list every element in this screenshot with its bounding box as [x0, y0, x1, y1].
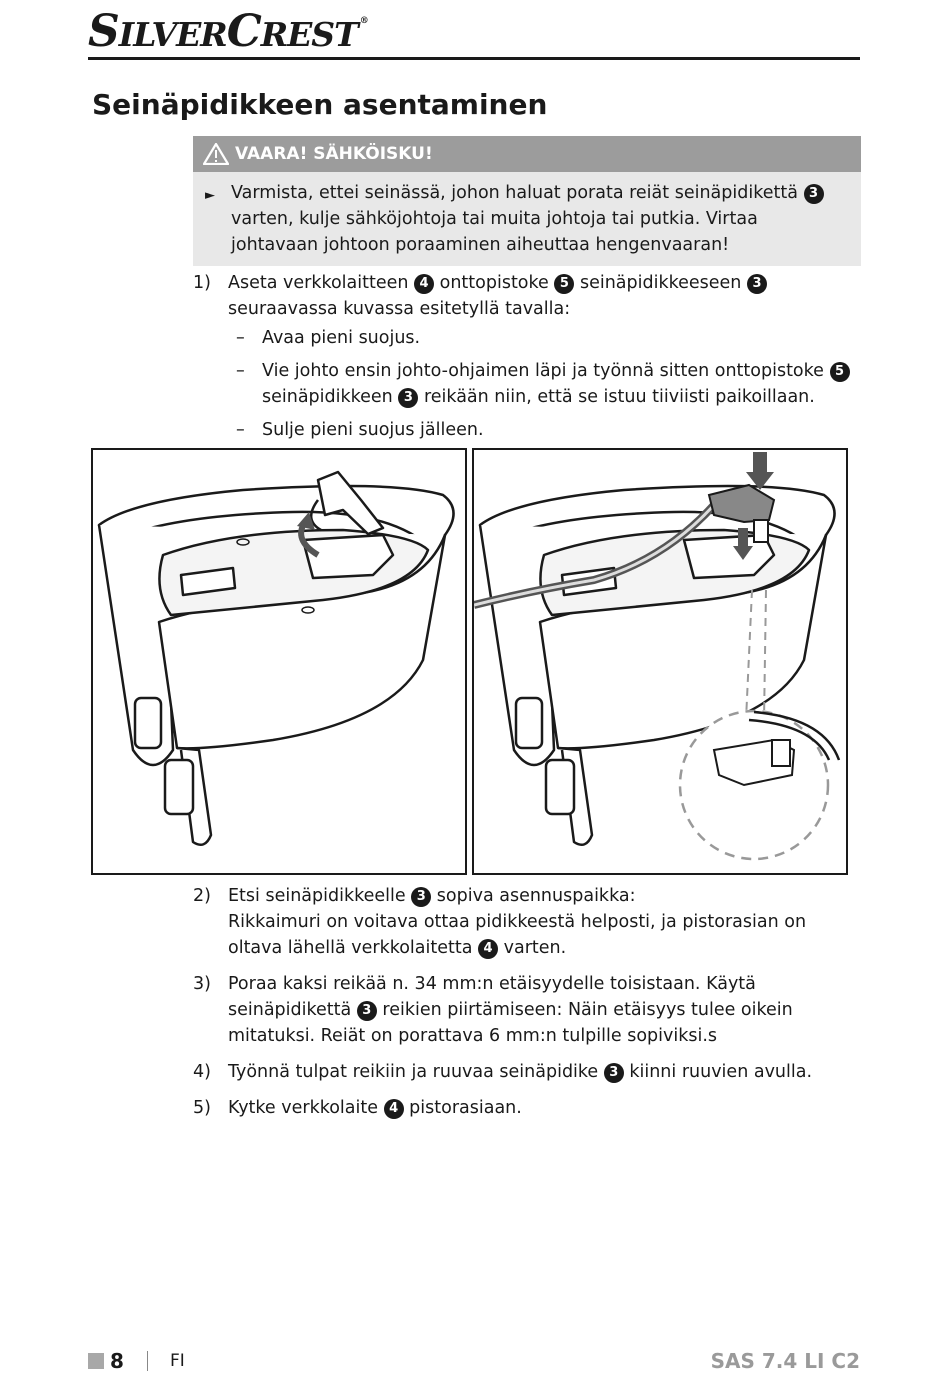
header-rule — [88, 57, 860, 60]
step-3 — [193, 971, 861, 1049]
figure-plug-insert — [472, 448, 848, 875]
warning-text: ► Varmista, ettei seinässä, johon haluat porata reiät seinäpidikettä 3 varten, kulje sähköjohtoja tai muita johtoja tai putkia. Virtaa johtavaan johtoon poraaminen aiheuttaa hengenvaaran! — [193, 172, 861, 266]
step-4 — [193, 1059, 861, 1085]
step-number: 5) — [193, 1098, 211, 1118]
ref-number: 3 — [398, 388, 418, 408]
substep: – Sulje pieni suojus jälleen. — [236, 420, 484, 440]
warning-heading — [193, 136, 861, 172]
step-number: 4) — [193, 1062, 211, 1082]
footer-square-icon — [88, 1353, 104, 1369]
ref-number: 4 — [384, 1099, 404, 1119]
language-code: FI — [170, 1351, 185, 1371]
ref-number: 3 — [804, 184, 824, 204]
wall-holder-open-cover-illustration — [93, 450, 465, 873]
substep: – Avaa pieni suojus. — [236, 328, 421, 348]
page-title: Seinäpidikkeen asentaminen — [92, 88, 548, 121]
warning-heading-text: VAARA! SÄHKÖISKU! — [235, 144, 433, 164]
wall-holder-plug-insert-illustration — [474, 450, 846, 873]
step-2 — [193, 883, 861, 961]
ref-number: 4 — [478, 939, 498, 959]
model-number: SAS 7.4 LI C2 — [710, 1349, 860, 1373]
step-number: 1) — [193, 273, 211, 293]
brand-logo: SILVERCREST ® — [88, 6, 368, 57]
step-text: Aseta verkkolaitteen 4 onttopistoke 5 seinäpidikkeeseen 3 seuraavassa kuvassa esitetyllä tavalla: — [228, 270, 861, 322]
step-1 — [193, 270, 861, 322]
footer-divider — [147, 1351, 148, 1371]
ref-number: 3 — [604, 1063, 624, 1083]
ref-number: 5 — [830, 362, 850, 382]
step-text: Kytke verkkolaite 4 pistorasiaan. — [228, 1098, 522, 1118]
step-5 — [193, 1095, 861, 1121]
ref-number: 3 — [411, 887, 431, 907]
step-text: Työnnä tulpat reikiin ja ruuvaa seinäpidike 3 kiinni ruuvien avulla. — [228, 1062, 813, 1082]
warning-box — [193, 136, 861, 266]
ref-number: 4 — [414, 274, 434, 294]
ref-number: 3 — [747, 274, 767, 294]
page-number: 8 — [110, 1349, 124, 1373]
step-number: 2) — [193, 886, 211, 906]
step-text: Etsi seinäpidikkeelle 3 sopiva asennuspaikka: Rikkaimuri on voitava ottaa pidikkeestä helposti, ja pistorasian on oltava lähellä verkkolaitetta 4 varten. — [228, 886, 807, 958]
bullet-arrow-icon: ► — [205, 188, 215, 203]
ref-number: 5 — [554, 274, 574, 294]
step-number: 3) — [193, 974, 211, 994]
figure-open-cover — [91, 448, 467, 875]
step-text: Poraa kaksi reikää n. 34 mm:n etäisyydelle toisistaan. Käytä seinäpidikettä 3 reikien piirtämiseen: Näin etäisyys tulee oikein mitatuksi. Reiät on porattava 6 mm:n tulpille sopiviksi.s — [228, 974, 793, 1046]
warning-triangle-icon — [203, 143, 229, 165]
substep: – Vie johto ensin johto-ohjaimen läpi ja työnnä sitten onttopistoke 5 seinäpidikkeen 3 reikään niin, että se istuu tiiviisti paikoillaan. — [236, 358, 862, 410]
ref-number: 3 — [357, 1001, 377, 1021]
